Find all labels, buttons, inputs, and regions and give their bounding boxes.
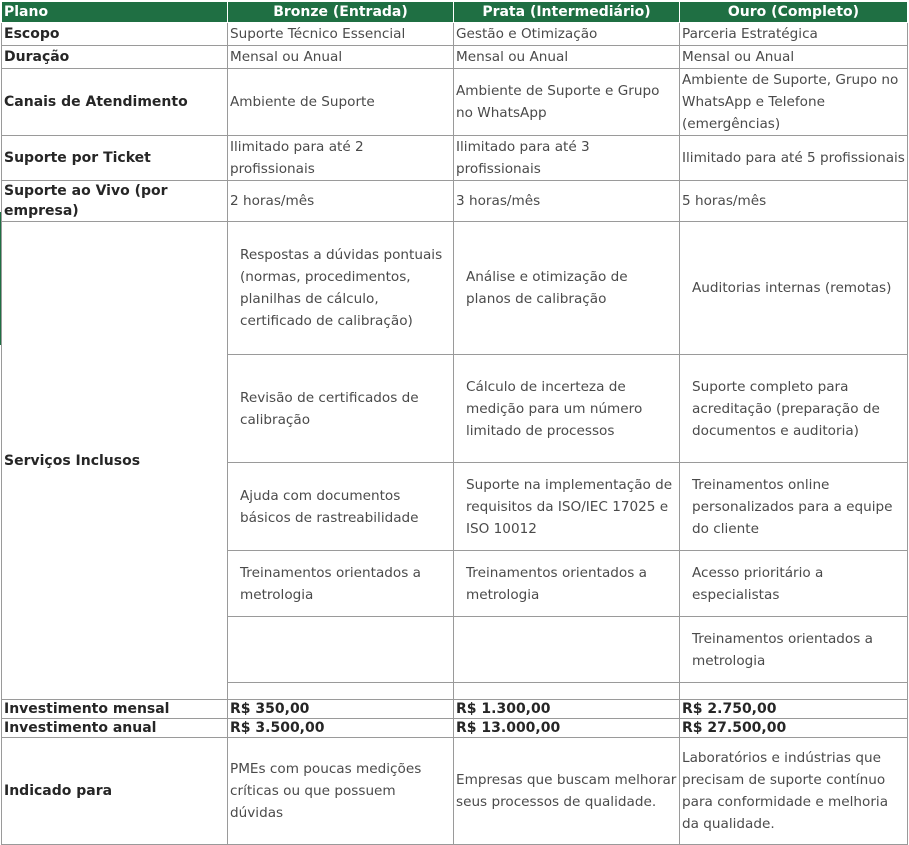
cell-servicos-6-bronze [228, 683, 454, 700]
row-escopo [2, 23, 908, 46]
label-vivo: Suporte ao Vivo (por empresa) [2, 181, 228, 222]
label-mensal: Investimento mensal [2, 700, 228, 719]
cell-servicos-5-bronze [228, 617, 454, 683]
header-row [2, 2, 908, 23]
cell-servicos-4-bronze: Treinamentos orientados a metrologia [228, 551, 454, 617]
row-servicos-1 [2, 222, 908, 355]
cell-servicos-2-bronze: Revisão de certificados de calibração [228, 355, 454, 463]
header-bronze: Bronze (Entrada) [228, 2, 454, 23]
label-servicos: Serviços Inclusos [2, 222, 228, 700]
cell-servicos-1-ouro: Auditorias internas (remotas) [680, 222, 908, 355]
cell-indicado-ouro: Laboratórios e indústrias que precisam de suporte contínuo para conformidade e melhoria da qualidade. [680, 738, 908, 845]
cell-mensal-ouro: R$ 2.750,00 [680, 700, 908, 719]
label-escopo: Escopo [2, 23, 228, 46]
label-anual: Investimento anual [2, 719, 228, 738]
cell-indicado-prata: Empresas que buscam melhorar seus processos de qualidade. [454, 738, 680, 845]
cell-duracao-prata: Mensal ou Anual [454, 46, 680, 69]
row-vivo [2, 181, 908, 222]
row-canais [2, 69, 908, 136]
header-ouro: Ouro (Completo) [680, 2, 908, 23]
cell-servicos-1-prata: Análise e otimização de planos de calibração [454, 222, 680, 355]
cell-escopo-prata: Gestão e Otimização [454, 23, 680, 46]
cell-servicos-3-bronze: Ajuda com documentos básicos de rastreabilidade [228, 463, 454, 551]
cell-servicos-4-ouro: Acesso prioritário a especialistas [680, 551, 908, 617]
cell-servicos-3-prata: Suporte na implementação de requisitos da ISO/IEC 17025 e ISO 10012 [454, 463, 680, 551]
cell-servicos-5-prata [454, 617, 680, 683]
cell-servicos-6-prata [454, 683, 680, 700]
label-duracao: Duração [2, 46, 228, 69]
cell-anual-bronze: R$ 3.500,00 [228, 719, 454, 738]
header-prata: Prata (Intermediário) [454, 2, 680, 23]
label-ticket: Suporte por Ticket [2, 136, 228, 181]
cell-ticket-prata: Ilimitado para até 3 profissionais [454, 136, 680, 181]
cell-canais-ouro: Ambiente de Suporte, Grupo no WhatsApp e Telefone (emergências) [680, 69, 908, 136]
cell-servicos-5-ouro: Treinamentos orientados a metrologia [680, 617, 908, 683]
cell-anual-ouro: R$ 27.500,00 [680, 719, 908, 738]
cell-anual-prata: R$ 13.000,00 [454, 719, 680, 738]
cell-vivo-bronze: 2 horas/mês [228, 181, 454, 222]
cell-vivo-prata: 3 horas/mês [454, 181, 680, 222]
cell-mensal-bronze: R$ 350,00 [228, 700, 454, 719]
cell-canais-bronze: Ambiente de Suporte [228, 69, 454, 136]
cell-duracao-ouro: Mensal ou Anual [680, 46, 908, 69]
plans-table [1, 1, 908, 845]
cell-servicos-2-prata: Cálculo de incerteza de medição para um número limitado de processos [454, 355, 680, 463]
cell-escopo-bronze: Suporte Técnico Essencial [228, 23, 454, 46]
label-indicado: Indicado para [2, 738, 228, 845]
cell-servicos-3-ouro: Treinamentos online personalizados para a equipe do cliente [680, 463, 908, 551]
header-plano: Plano [2, 2, 228, 23]
cell-ticket-ouro: Ilimitado para até 5 profissionais [680, 136, 908, 181]
cell-ticket-bronze: Ilimitado para até 2 profissionais [228, 136, 454, 181]
row-anual [2, 719, 908, 738]
cell-servicos-2-ouro: Suporte completo para acreditação (preparação de documentos e auditoria) [680, 355, 908, 463]
row-ticket [2, 136, 908, 181]
cell-canais-prata: Ambiente de Suporte e Grupo no WhatsApp [454, 69, 680, 136]
cell-mensal-prata: R$ 1.300,00 [454, 700, 680, 719]
row-indicado [2, 738, 908, 845]
cell-escopo-ouro: Parceria Estratégica [680, 23, 908, 46]
cell-servicos-4-prata: Treinamentos orientados a metrologia [454, 551, 680, 617]
row-mensal [2, 700, 908, 719]
row-duracao [2, 46, 908, 69]
label-canais: Canais de Atendimento [2, 69, 228, 136]
cell-servicos-1-bronze: Respostas a dúvidas pontuais (normas, procedimentos, planilhas de cálculo, certificado de calibração) [228, 222, 454, 355]
cell-vivo-ouro: 5 horas/mês [680, 181, 908, 222]
cell-duracao-bronze: Mensal ou Anual [228, 46, 454, 69]
cell-servicos-6-ouro [680, 683, 908, 700]
cell-indicado-bronze: PMEs com poucas medições críticas ou que possuem dúvidas [228, 738, 454, 845]
